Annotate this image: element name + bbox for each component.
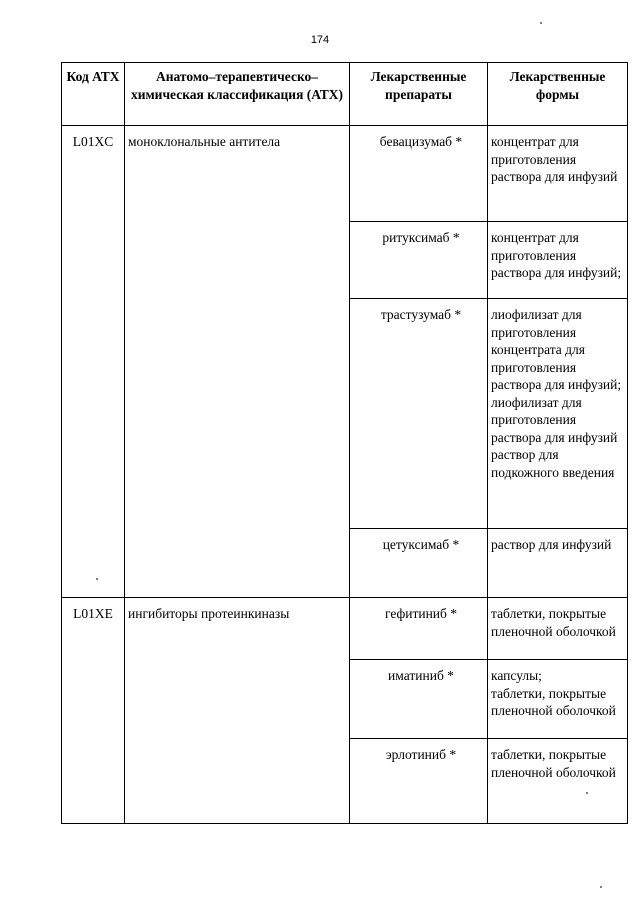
scan-speck [96, 578, 98, 580]
table-header-row [62, 63, 628, 126]
dosage-form-cell: лиофилизат для приготовления концентрата для приготовления раствора для инфузий; лиофилизат для приготовления раствора для инфузий раствор для подкожного введения [488, 299, 628, 529]
header-dosage-forms: Лекарственные формы [488, 63, 628, 126]
atx-table [61, 62, 628, 824]
page-number: 174 [310, 34, 330, 46]
header-drugs: Лекарственные препараты [350, 63, 488, 126]
header-atx-classification: Анатомо–терапевтическо–химическая классификация (АТХ) [125, 63, 350, 126]
atx-code-cell: L01XE [62, 598, 125, 824]
dosage-form-cell: концентрат для приготовления раствора для инфузий; [488, 222, 628, 299]
dosage-form-cell: капсулы; таблетки, покрытые пленочной оболочкой [488, 660, 628, 739]
dosage-form-cell: концентрат для приготовления раствора для инфузий [488, 126, 628, 222]
table-row [62, 598, 628, 660]
dosage-form-cell: таблетки, покрытые пленочной оболочкой [488, 739, 628, 824]
drug-name-cell: бевацизумаб * [350, 126, 488, 222]
drug-name-cell: ритуксимаб * [350, 222, 488, 299]
drug-name-cell: гефитиниб * [350, 598, 488, 660]
drug-name-cell: трастузумаб * [350, 299, 488, 529]
drug-name-cell: эрлотиниб * [350, 739, 488, 824]
header-atx-code: Код АТХ [62, 63, 125, 126]
dosage-form-cell: раствор для инфузий [488, 529, 628, 598]
scan-speck [600, 886, 602, 888]
table-row [62, 126, 628, 222]
drug-name-cell: цетуксимаб * [350, 529, 488, 598]
drug-name-cell: иматиниб * [350, 660, 488, 739]
atx-code-cell: L01XC [62, 126, 125, 598]
scan-speck [586, 792, 588, 794]
dosage-form-cell: таблетки, покрытые пленочной оболочкой [488, 598, 628, 660]
scan-speck [540, 22, 542, 24]
atx-group-name-cell: моноклональные антитела [125, 126, 350, 598]
atx-group-name-cell: ингибиторы протеинкиназы [125, 598, 350, 824]
